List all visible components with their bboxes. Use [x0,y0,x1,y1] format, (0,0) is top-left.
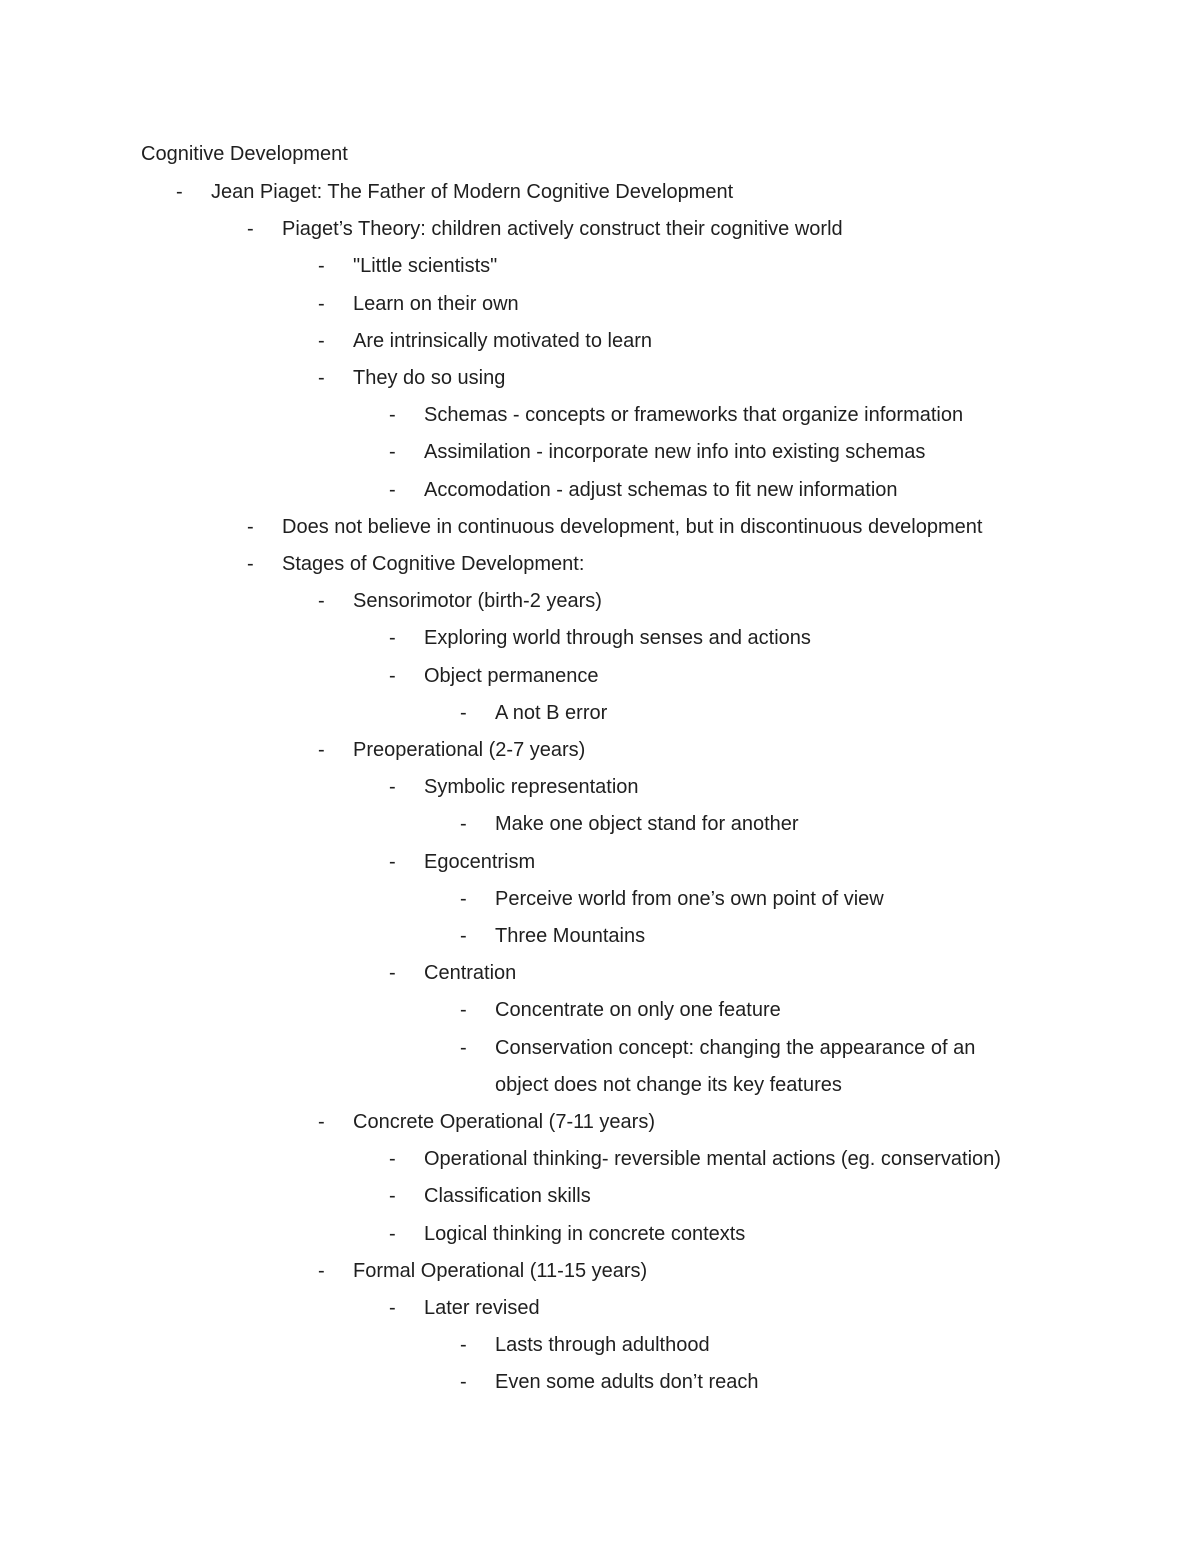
bullet-dash: - [389,441,396,464]
list-item-text: Three Mountains [495,925,646,947]
bullet-dash: - [247,218,254,241]
bullet-dash: - [318,1259,325,1282]
list-item-text: Lasts through adulthood [495,1334,710,1357]
bullet-dash: - [389,1297,396,1319]
list-item-text: Piaget’s Theory: children actively construct their cognitive world [282,218,843,241]
bullet-dash: - [389,962,396,985]
bullet-dash: - [389,664,396,687]
bullet-dash: - [318,329,325,352]
list-item-text: Learn on their own [353,292,519,315]
bullet-dash: - [460,701,467,724]
bullet-dash: - [460,1036,467,1059]
list-item-text: Assimilation - incorporate new info into existing schemas [424,441,926,464]
bullet-dash: - [247,553,254,575]
list-item-text: Are intrinsically motivated to learn [353,329,653,352]
list-item-text: Object permanence [424,664,599,687]
bullet-dash: - [247,515,254,538]
list-item-text: Egocentrism [424,850,536,873]
bullet-dash: - [460,1371,467,1394]
list-item-text: A not B error [495,701,608,724]
bullet-dash: - [318,739,325,761]
list-item-text: Operational thinking- reversible mental actions (eg. conservation) [424,1148,1001,1171]
list-item-text: Classification skills [424,1185,591,1208]
bullet-dash: - [176,181,183,203]
list-item-text: Schemas - concepts or frameworks that organize information [424,404,964,427]
bullet-dash: - [389,1222,396,1245]
bullet-dash: - [389,478,396,501]
list-item-text: Accomodation - adjust schemas to fit new information [424,478,898,501]
list-item-text: Sensorimotor (birth-2 years) [353,590,602,613]
bullet-dash: - [389,776,396,799]
bullet-dash: - [318,292,325,315]
bullet-dash: - [318,1111,325,1133]
list-item-text: Concrete Operational (7-11 years) [353,1111,655,1133]
document-title: Cognitive Development [141,143,348,165]
bullet-dash: - [389,1185,396,1208]
list-item-text: "Little scientists" [353,255,498,278]
bullet-dash: - [460,813,467,836]
bullet-dash: - [460,925,467,947]
bullet-dash: - [389,404,396,427]
list-item-text: Jean Piaget: The Father of Modern Cognitive Development [211,181,734,203]
bullet-dash: - [318,255,325,278]
list-item-text: object does not change its key features [495,1073,842,1096]
list-item-text: Make one object stand for another [495,813,799,836]
list-item-text: Conservation concept: changing the appearance of an [495,1036,976,1059]
list-item-text: Concentrate on only one feature [495,999,781,1022]
bullet-dash: - [389,627,396,650]
bullet-dash: - [318,367,325,389]
list-item-text: They do so using [353,367,506,389]
list-item-text: Preoperational (2-7 years) [353,739,586,761]
list-item-text: Even some adults don’t reach [495,1371,759,1394]
list-item-text: Perceive world from one’s own point of view [495,887,884,910]
bullet-dash: - [460,999,467,1022]
bullet-dash: - [318,590,325,613]
list-item-text: Formal Operational (11-15 years) [353,1259,648,1282]
bullet-dash: - [389,1148,396,1171]
list-item-text: Stages of Cognitive Development: [282,553,585,575]
list-item-text: Exploring world through senses and actions [424,627,811,650]
list-item-text: Does not believe in continuous development, but in discontinuous development [282,515,983,538]
list-item-text: Symbolic representation [424,776,639,799]
list-item-text: Later revised [424,1297,540,1319]
bullet-dash: - [389,850,396,873]
list-item-text: Centration [424,962,517,985]
bullet-dash: - [460,887,467,910]
bullet-dash: - [460,1334,467,1357]
list-item-text: Logical thinking in concrete contexts [424,1222,746,1245]
